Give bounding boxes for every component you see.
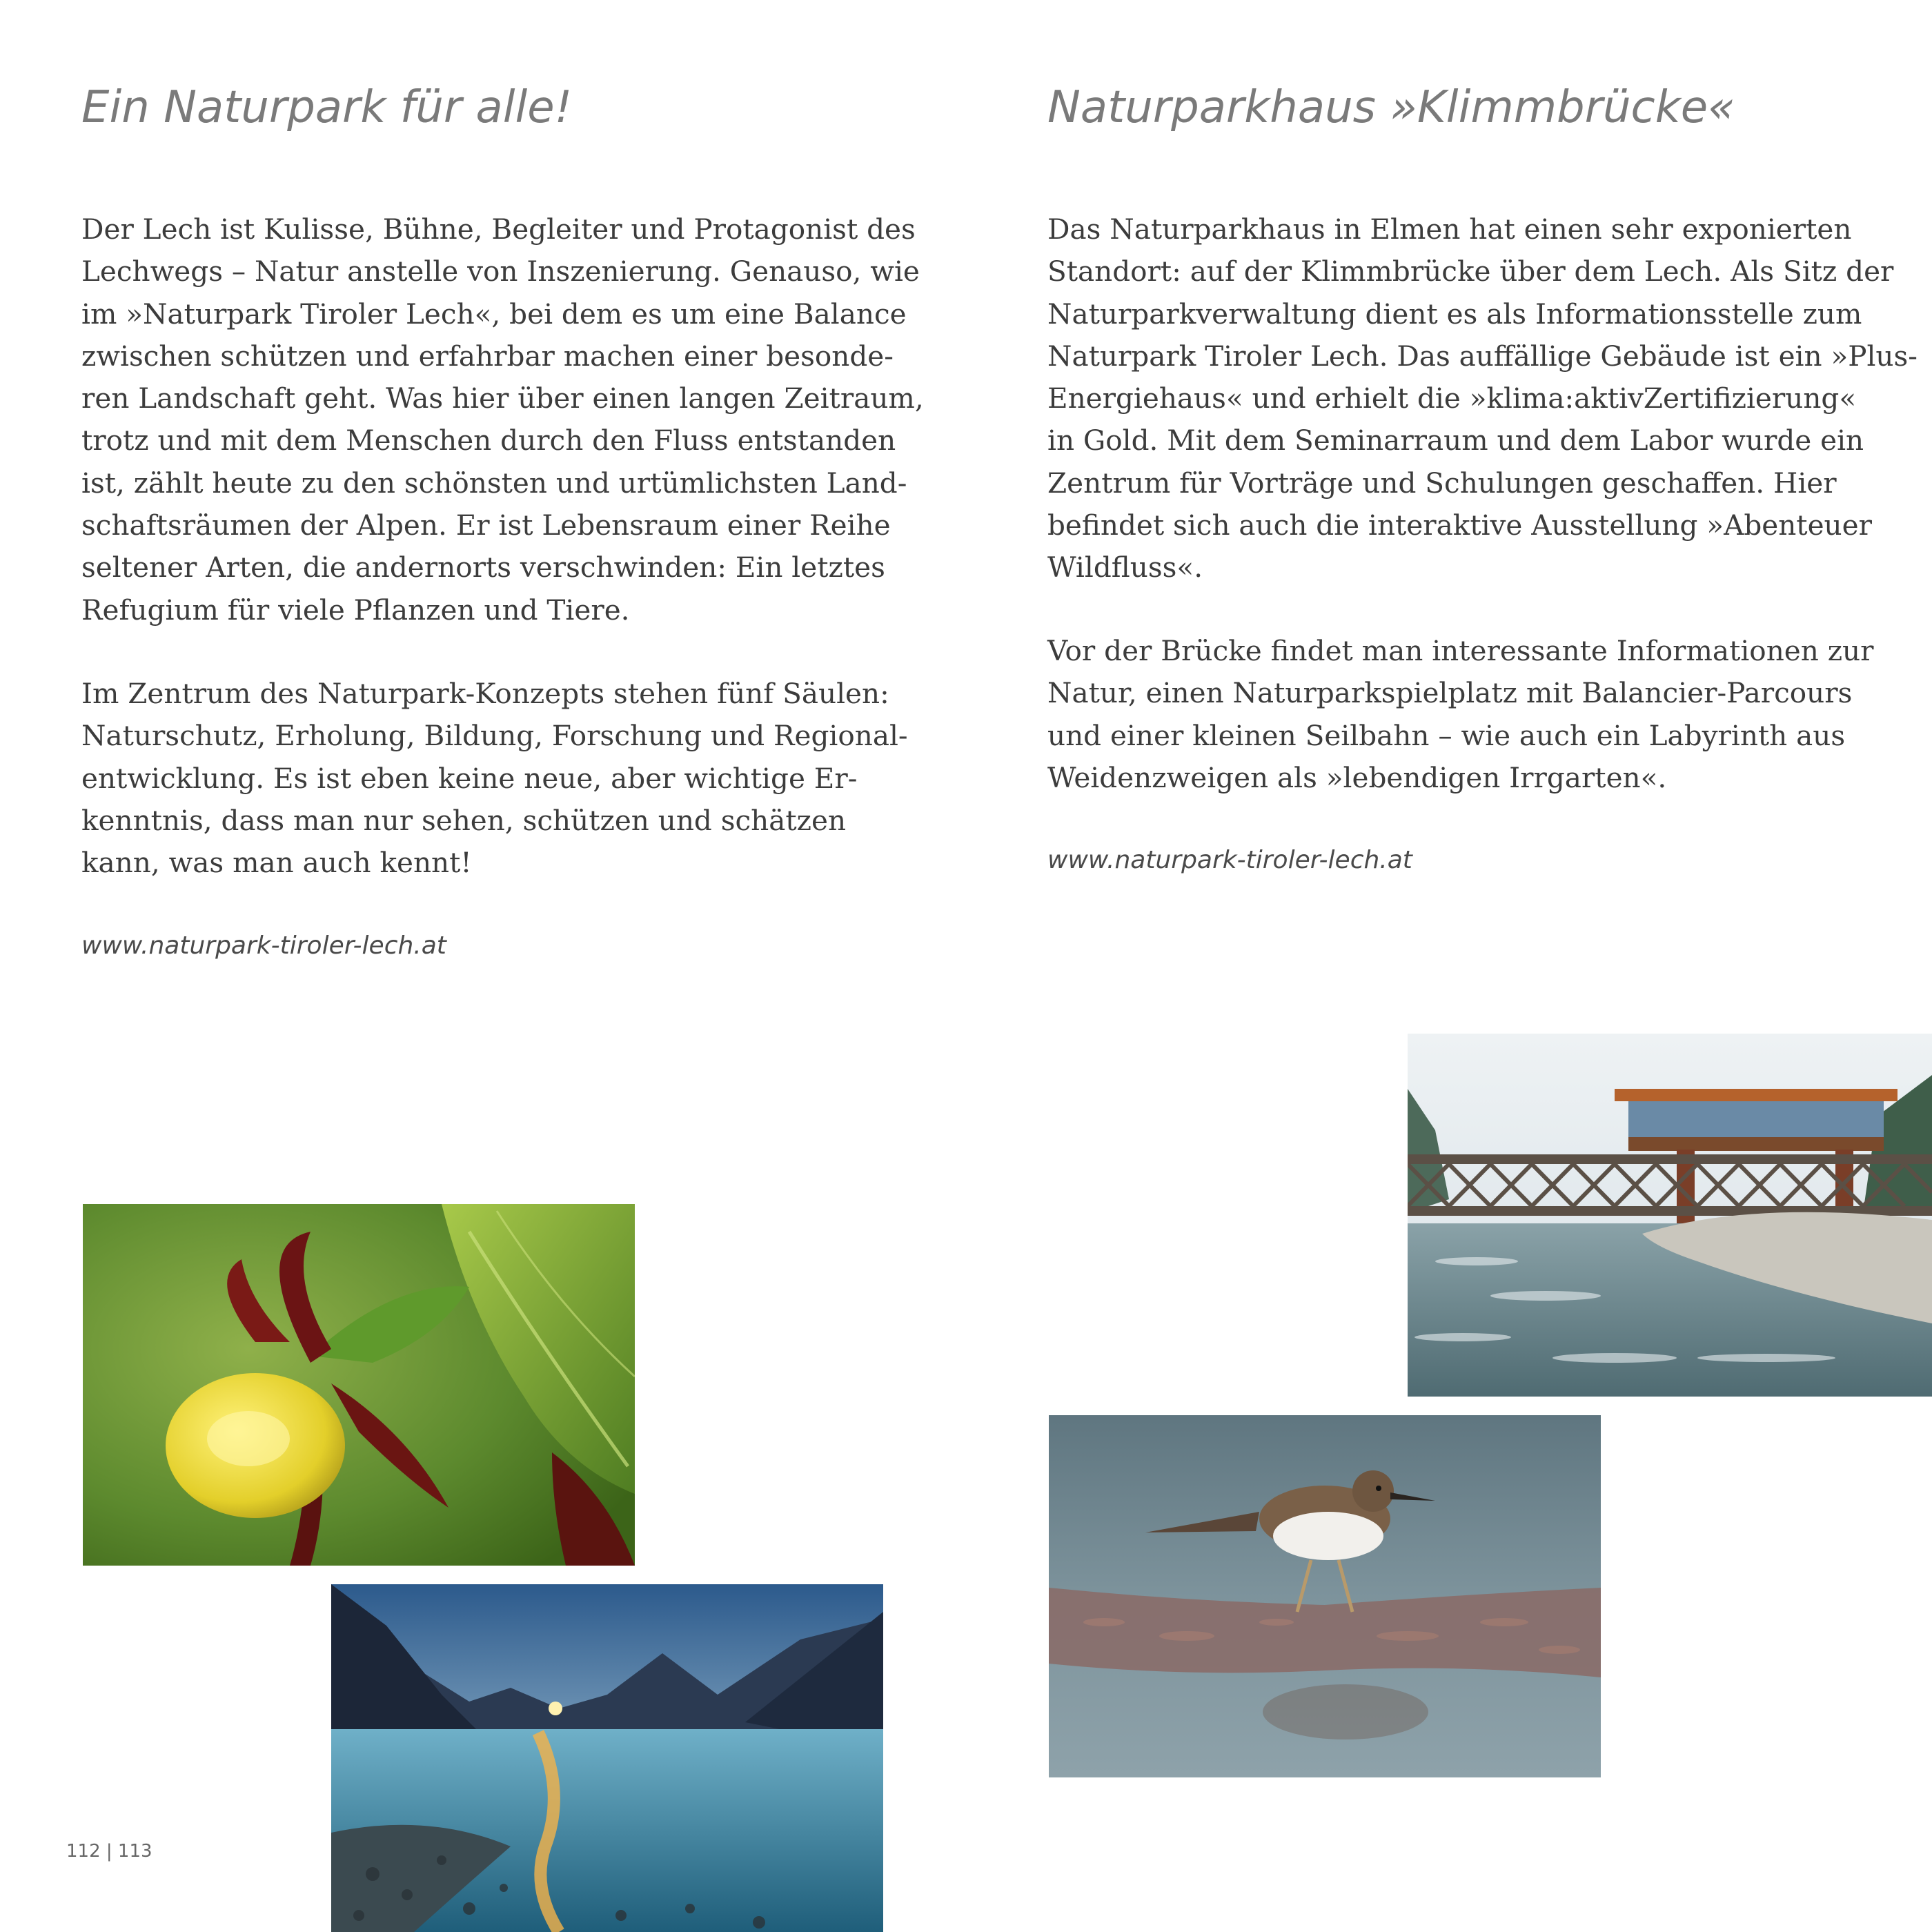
text-line: Naturpark Tiroler Lech. Das auffällige Gebäude ist ein »Plus- xyxy=(1047,339,1918,373)
klimmbruecke-bridge-photo xyxy=(1408,1034,1932,1397)
page-numbers: 112 | 113 xyxy=(66,1841,152,1862)
text-line: in Gold. Mit dem Seminarraum und dem Labor wurde ein xyxy=(1047,424,1864,457)
text-line: Natur, einen Naturparkspielplatz mit Balancier-Parcours xyxy=(1047,676,1853,710)
left-heading: Ein Naturpark für alle! xyxy=(81,82,573,133)
text-line: und einer kleinen Seilbahn – wie auch ein Labyrinth aus xyxy=(1047,718,1846,752)
text-line: Im Zentrum des Naturpark-Konzepts stehen fünf Säulen: xyxy=(81,677,889,710)
text-line: entwicklung. Es ist eben keine neue, aber wichtige Er- xyxy=(81,761,858,795)
text-line: Zentrum für Vorträge und Schulungen geschaffen. Hier xyxy=(1047,466,1837,500)
left-paragraph-2 xyxy=(81,673,908,884)
right-heading: Naturparkhaus »Klimmbrücke« xyxy=(1047,82,1735,133)
text-line: Weidenzweigen als »lebendigen Irrgarten«. xyxy=(1047,760,1667,794)
orchid-photo xyxy=(83,1204,635,1566)
text-line: Naturparkverwaltung dient es als Informationsstelle zum xyxy=(1047,297,1862,331)
sandpiper-photo xyxy=(1049,1415,1601,1777)
text-line: seltener Arten, die andernorts verschwinden: Ein letztes xyxy=(81,551,885,584)
text-line: Der Lech ist Kulisse, Bühne, Begleiter und Protagonist des xyxy=(81,213,916,246)
text-line: schaftsräumen der Alpen. Er ist Lebensraum einer Reihe xyxy=(81,509,891,542)
left-paragraph-1 xyxy=(81,208,924,631)
text-line: Refugium für viele Pflanzen und Tiere. xyxy=(81,593,630,627)
text-line: Wildfluss«. xyxy=(1047,551,1203,584)
text-line: Lechwegs – Natur anstelle von Inszenierung. Genauso, wie xyxy=(81,255,920,288)
left-website-link[interactable]: www.naturpark-tiroler-lech.at xyxy=(81,931,446,960)
text-line: Standort: auf der Klimmbrücke über dem Lech. Als Sitz der xyxy=(1047,255,1894,288)
text-line: zwischen schützen und erfahrbar machen einer besonde- xyxy=(81,339,894,373)
right-paragraph-2 xyxy=(1047,630,1873,799)
text-line: trotz und mit dem Menschen durch den Fluss entstanden xyxy=(81,424,896,457)
text-line: Das Naturparkhaus in Elmen hat einen sehr exponierten xyxy=(1047,213,1852,246)
text-line: ren Landschaft geht. Was hier über einen langen Zeitraum, xyxy=(81,382,924,415)
text-line: ist, zählt heute zu den schönsten und urtümlichsten Land- xyxy=(81,466,907,500)
right-paragraph-1 xyxy=(1047,208,1918,589)
text-line: Vor der Brücke findet man interessante Informationen zur xyxy=(1047,634,1874,667)
text-line: kann, was man auch kennt! xyxy=(81,846,472,880)
text-line: im »Naturpark Tiroler Lech«, bei dem es um eine Balance xyxy=(81,297,907,331)
text-line: Energiehaus« und erhielt die »klima:aktivZertifizierung« xyxy=(1047,382,1857,415)
text-line: befindet sich auch die interaktive Ausstellung »Abenteuer xyxy=(1047,509,1872,542)
text-line: Naturschutz, Erholung, Bildung, Forschung und Regional- xyxy=(81,719,908,753)
sunset-river-photo xyxy=(331,1584,883,1932)
right-website-link[interactable]: www.naturpark-tiroler-lech.at xyxy=(1047,846,1412,874)
text-line: kenntnis, dass man nur sehen, schützen und schätzen xyxy=(81,803,847,837)
